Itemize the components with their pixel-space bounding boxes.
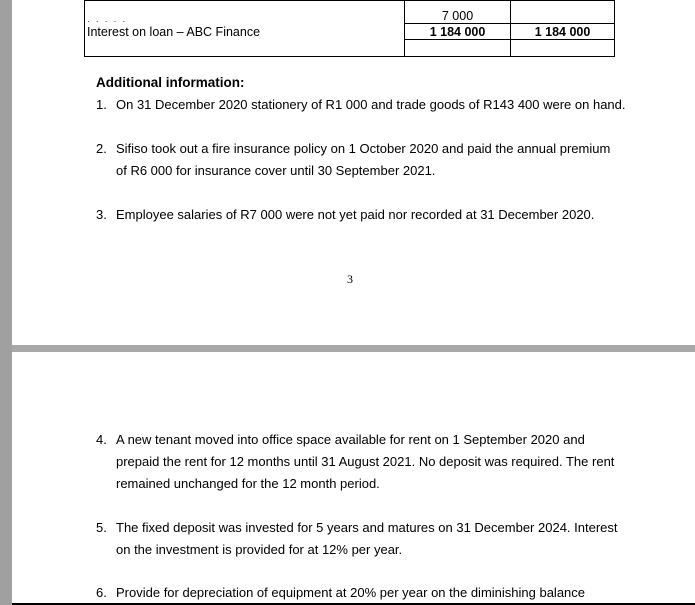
item-text: On 31 December 2020 stationery of R1 000 and trade goods of R143 400 were on hand. [116,97,626,112]
page-number: 3 [347,272,353,286]
item-text: Employee salaries of R7 000 were not yet paid nor recorded at 31 December 2020. [116,207,595,222]
item-number: 4. [96,432,107,447]
item-text: of R6 000 for insurance cover until 30 September 2021. [116,163,436,178]
item-text: Sifiso took out a fire insurance policy on 1 October 2020 and paid the annual premium [116,141,611,156]
additional-info-heading: Additional information: [96,75,245,90]
viewer-left-margin [0,0,12,605]
row-amount: 7 000 [405,1,511,24]
cutoff-text: · · · · · [87,18,128,25]
empty-cell [511,1,615,24]
empty-cell [405,40,511,57]
item-text: Provide for depreciation of equipment at 20% per year on the diminishing balance [116,585,586,600]
page-separator [12,345,695,352]
trial-balance-table [84,0,615,57]
item-text: A new tenant moved into office space available for rent on 1 September 2020 and [116,432,585,447]
total-left: 1 184 000 [405,24,511,40]
table-row [85,1,615,24]
table-cell-description [85,1,405,57]
item-number: 1. [96,97,107,112]
row-label: Interest on loan – ABC Finance [87,24,261,39]
item-number: 3. [96,207,107,222]
item-text: prepaid the rent for 12 months until 31 August 2021. No deposit was required. The rent [116,454,615,469]
item-text: on the investment is provided for at 12% per year. [116,542,403,557]
item-number: 6. [96,585,107,600]
total-right: 1 184 000 [511,24,615,40]
item-text: remained unchanged for the 12 month period. [116,476,380,491]
empty-cell [511,40,615,57]
item-text: The fixed deposit was invested for 5 years and matures on 31 December 2024. Interest [116,520,618,535]
item-number: 5. [96,520,107,535]
item-number: 2. [96,141,107,156]
